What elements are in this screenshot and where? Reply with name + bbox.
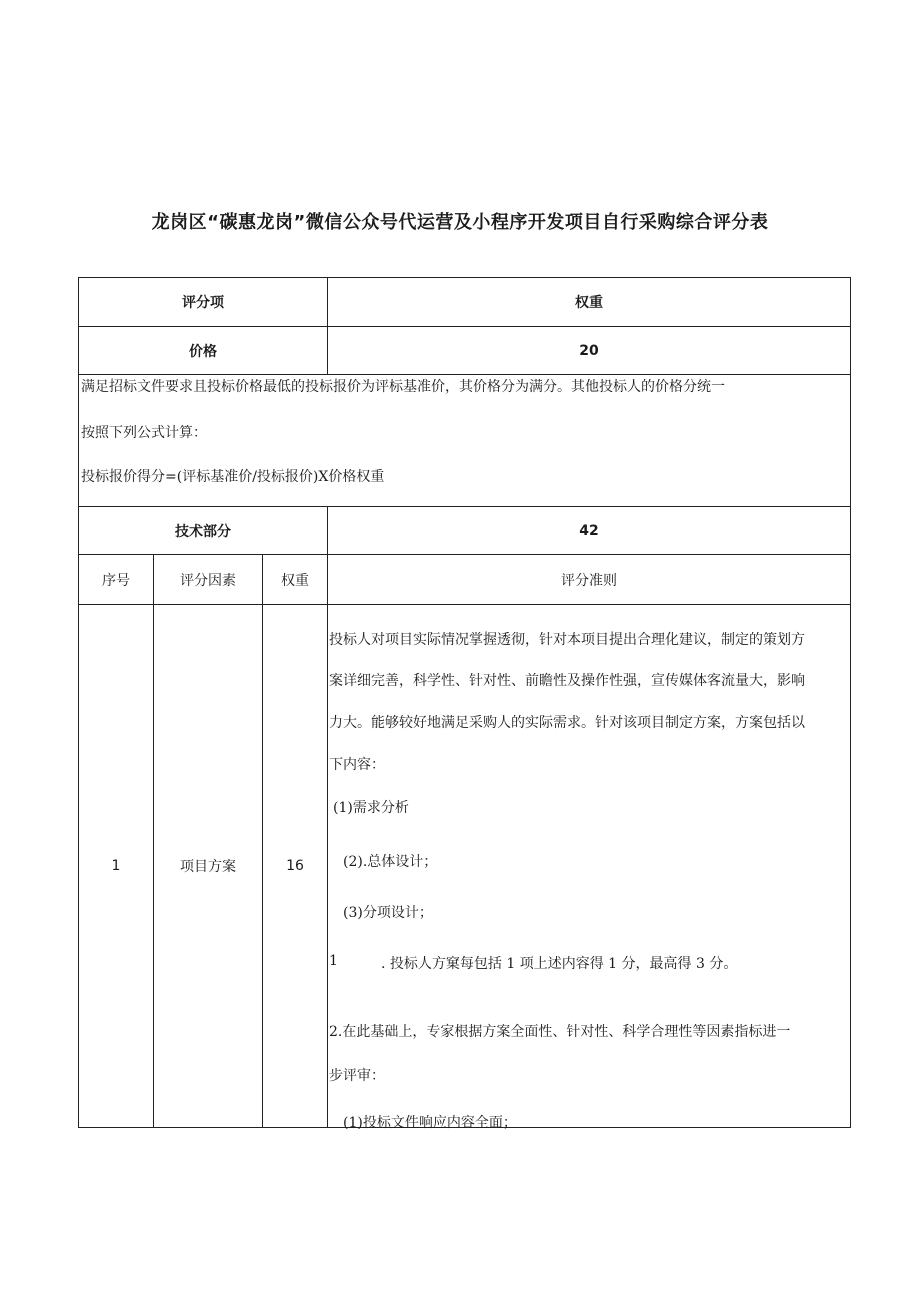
price-formula: 投标报价得分=(评标基准价/投标报价)X价格权重 [81,469,385,485]
column-header-weight: 权重 [281,572,309,589]
row-weight: 16 [286,858,304,874]
row-divider [79,374,850,375]
technical-label: 技术部分 [175,523,231,540]
column-header-criteria: 评分准则 [561,572,617,589]
criteria-item-requirements: (1)需求分析 [333,800,409,816]
criteria-item-overall-design: (2).总体设计； [343,854,438,870]
price-rule-line: 满足招标文件要求且投标价格最低的投标报价为评标基准价，其价格分为满分。其他投标人的价格分统一 [81,379,725,395]
criteria-rule1-number: 1 [329,953,338,969]
price-label: 价格 [189,343,217,360]
column-header-no: 序号 [102,572,130,589]
row-factor: 项目方案 [180,859,236,875]
criteria-sub-item: (1)投标文件响应内容全面； [343,1115,517,1131]
price-weight: 20 [579,342,599,359]
criteria-intro-line: 案详细完善，科学性、针对性、前瞻性及操作性强，宣传媒体客流量大，影响 [329,673,805,689]
price-rule-line: 按照下列公式计算： [81,425,207,441]
criteria-intro-line: 力大。能够较好地满足采购人的实际需求。针对该项目制定方案，方案包括以 [329,715,805,731]
row-number: 1 [111,858,121,874]
scoring-table [78,277,851,1131]
technical-weight: 42 [579,522,599,539]
header-weight-label: 权重 [575,295,603,311]
criteria-intro-line: 投标人对项目实际情况掌握透彻，针对本项目提出合理化建议，制定的策划方 [329,632,805,648]
criteria-intro-line: 下内容： [329,757,385,773]
column-header-factor: 评分因素 [180,572,236,589]
criteria-rule2-line: 2.在此基础上，专家根据方案全面性、针对性、科学合理性等因素指标进一 [329,1024,791,1040]
page-title: 龙岗区“碳惠龙岗”微信公众号代运营及小程序开发项目自行采购综合评分表 [151,212,769,233]
criteria-rule1-text: . 投标人方窠每包括 1 项上述内容得 1 分，最高得 3 分。 [381,956,738,972]
criteria-rule2-line: 步评审： [329,1068,385,1084]
criteria-item-sub-design: (3)分项设计； [343,905,433,921]
header-item-label: 评分项 [182,295,224,311]
